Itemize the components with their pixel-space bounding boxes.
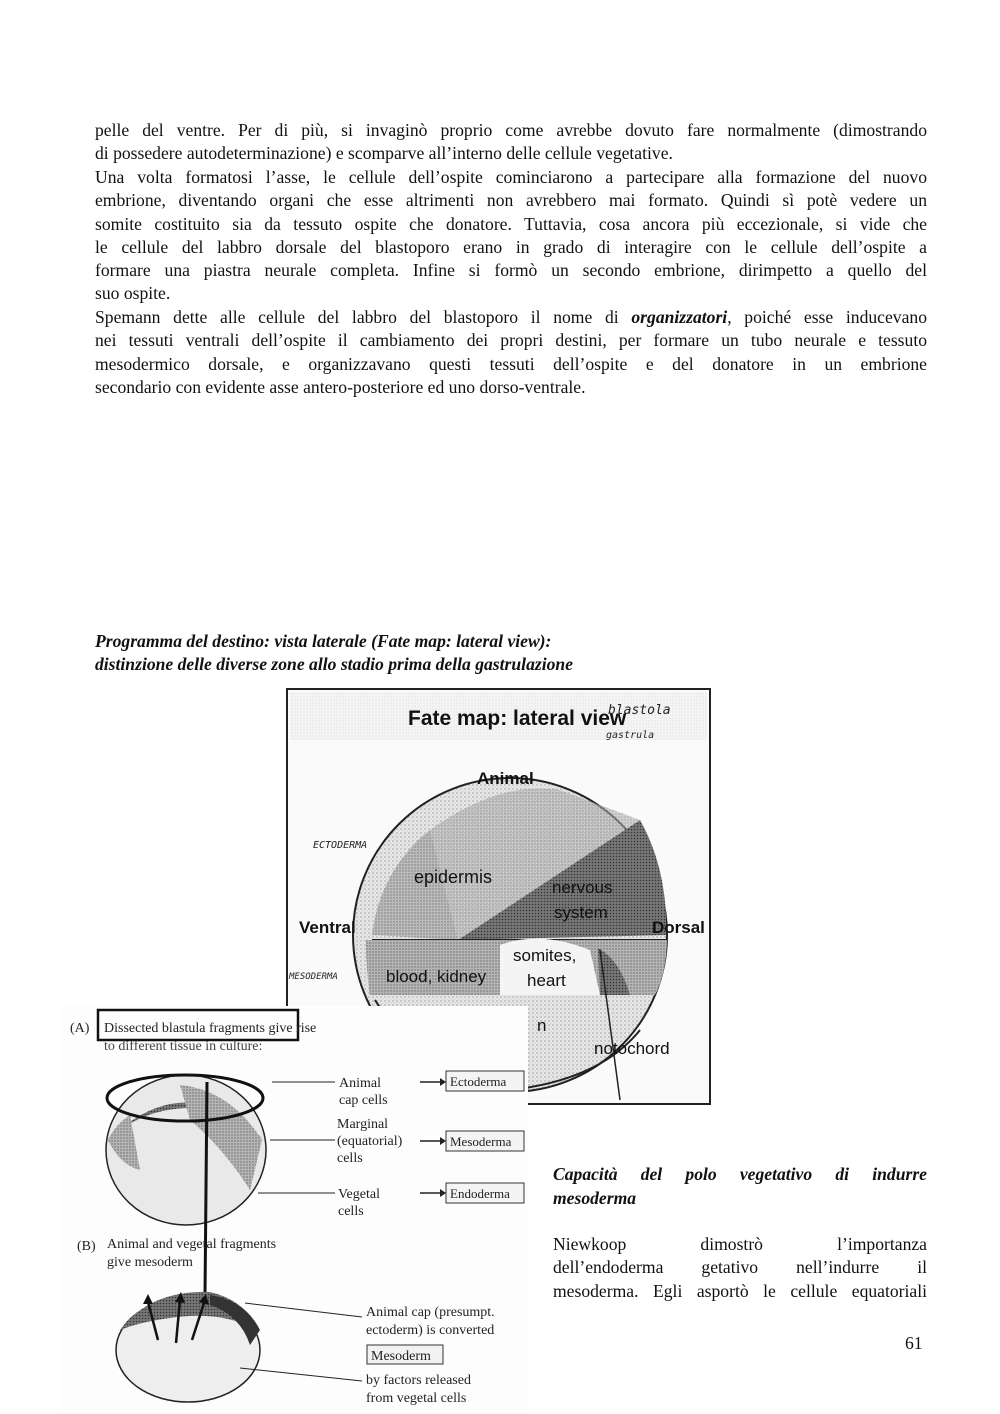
side-line-3: mesoderma. Egli asportò le cellule equatoriali [553, 1280, 927, 1301]
organizzatori-term: organizzatori [631, 307, 728, 327]
factors-text-2: from vegetal cells [366, 1391, 467, 1406]
text-line: secondario con evidente asse antero-posteriore ed uno dorso-ventrale. [95, 376, 586, 397]
heading-line-1: Capacità del polo vegetativo di indurre [553, 1164, 927, 1184]
caption-line-2: distinzione delle diverse zone allo stadio prima della gastrulazione [95, 654, 573, 675]
cap-text-2: ectoderm) is converted [366, 1323, 495, 1338]
text-line: formare una piastra neurale completa. Infine si formò un secondo embrione, dirimpetto a quello del [95, 260, 927, 281]
side-line-1: Niewkoop dimostrò l’importanza [553, 1234, 927, 1254]
animal-cap-label: Animal [339, 1076, 381, 1091]
text-line: embrione, diventando organi che esse altrimenti non avrebbero mai formato. Quindi sì potè vedere un [95, 190, 927, 211]
system-label: system [554, 903, 608, 922]
mesoderma-label: Mesoderma [450, 1134, 512, 1149]
text-fragment: Spemann dette alle cellule del labbro del blastoporo il nome di [95, 307, 632, 327]
endoderma-label: Endoderma [450, 1186, 510, 1201]
text-line: di possedere autodeterminazione) e scomparve all’interno delle cellule vegetative. [95, 143, 673, 164]
b-text-2: give mesoderm [107, 1255, 193, 1270]
marginal-cells-label: cells [337, 1151, 363, 1166]
text-line: nei tessuti ventrali dell’ospite il cambiamento dei propri destini, per formare un tubo neurale e tessuto [95, 330, 927, 351]
cap-cells-label: cap cells [339, 1093, 388, 1108]
nervous-label: nervous [552, 878, 613, 897]
marginal-label: Marginal [337, 1117, 389, 1132]
handwritten-note: gastrula [606, 730, 655, 741]
label-a: (A) [70, 1021, 90, 1036]
cap-text-1: Animal cap (presumpt. [366, 1305, 495, 1320]
heading-line-2: mesoderma [553, 1188, 637, 1208]
handwritten-note: blastola [608, 703, 671, 718]
fate-map-title: Fate map: lateral view [408, 707, 627, 730]
text-line: Una volta formatosi l’asse, le cellule dell’ospite cominciarono a partecipare alla formazione del nuovo [95, 167, 927, 187]
text-line: mesodermico dorsale, e organizzavano questi tessuti dell’ospite e del donatore in un embrione [95, 353, 927, 374]
heart-label: heart [527, 971, 566, 990]
vertical-arrow-line [205, 1082, 207, 1295]
dorsal-label: Dorsal [652, 918, 705, 937]
somites-label: somites, [513, 946, 577, 965]
text-line: somite costituito sia da tessuto ospite che donatore. Tuttavia, cosa ancora più eccezionale, si vide che [95, 213, 927, 234]
partial-label: n [537, 1016, 547, 1035]
caption-line-1: Programma del destino: vista laterale (Fate map: lateral view): [95, 631, 552, 651]
factors-text-1: by factors released [366, 1373, 471, 1388]
text-line: suo ospite. [95, 283, 171, 304]
animal-label: Animal [477, 769, 534, 788]
a-text-1: Dissected blastula fragments give rise [104, 1021, 317, 1036]
vegetal-label: Vegetal [338, 1187, 380, 1202]
notochord-label: notochord [594, 1039, 670, 1058]
handwritten-ectoderma: ECTODERMA [313, 840, 368, 851]
a-text-2: to different tissue in culture: [104, 1039, 263, 1054]
equatorial-label: (equatorial) [337, 1134, 403, 1149]
ventral-label: Ventral [299, 918, 356, 937]
vegetal-cells-label: cells [338, 1204, 364, 1219]
blood-kidney-label: blood, kidney [386, 967, 487, 986]
side-paragraph [553, 1233, 927, 1303]
b-text-1: Animal and vegetal fragments [107, 1237, 277, 1252]
mesoderm-result-label: Mesoderm [371, 1349, 431, 1364]
ectoderma-label: Ectoderma [450, 1074, 507, 1089]
text-line: le cellule del labbro dorsale del blastoporo erano in grado di interagire con le cellule dell’ospite a [95, 236, 927, 257]
text-line: pelle del ventre. Per di più, si invaginò proprio come avrebbe dovuto fare normalmente (dimostrando [95, 120, 927, 140]
page-number: 61 [905, 1333, 923, 1353]
section-heading [553, 1162, 927, 1210]
side-line-2: dell’endoderma getativo nell’indurre il [553, 1257, 927, 1278]
handwritten-mesoderma: MESODERMA [289, 972, 338, 982]
label-b: (B) [77, 1239, 96, 1254]
text-fragment: , poiché esse inducevano [727, 307, 927, 327]
epidermis-label: epidermis [414, 867, 493, 887]
